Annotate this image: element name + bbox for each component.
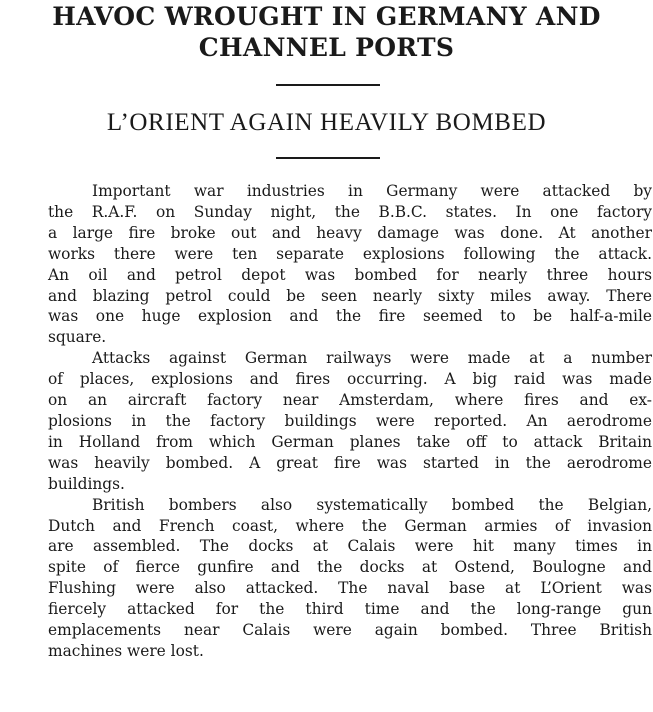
paragraph-1: [4, 181, 652, 348]
text-line: of places, explosions and fires occurring. A big raid was made: [48, 370, 652, 389]
text-line: emplacements near Calais were again bombed. Three British: [48, 621, 652, 640]
text-line: Dutch and French coast, where the German armies of invasion: [48, 516, 652, 535]
text-line: the R.A.F. on Sunday night, the B.B.C. states. In one factory: [48, 202, 652, 221]
headline-line-1: HAVOC WROUGHT IN GERMANY AND: [52, 2, 601, 31]
text-line: on an aircraft factory near Amsterdam, where fires and ex-: [48, 391, 652, 410]
subheadline: L’ORIENT AGAIN HEAVILY BOMBED: [106, 109, 547, 136]
text-line: buildings.: [48, 474, 125, 493]
text-line: and blazing petrol could be seen nearly sixty miles away. There: [48, 286, 652, 305]
text-line: spite of fierce gunfire and the docks at Ostend, Boulogne and: [48, 558, 652, 577]
text-line: An oil and petrol depot was bombed for nearly three hours: [48, 265, 652, 284]
headline-line-2: CHANNEL PORTS: [198, 33, 455, 62]
paragraph-3: [4, 495, 652, 662]
text-line: British bombers also systematically bombed the Belgian,: [92, 495, 652, 514]
text-line: plosions in the factory buildings were reported. An aerodrome: [48, 411, 652, 430]
text-line: square.: [48, 328, 107, 347]
article-body: [4, 181, 652, 662]
text-line: machines were lost.: [48, 641, 204, 660]
divider-rule-bottom: [276, 157, 380, 159]
text-line: Flushing were also attacked. The naval base at L’Orient was: [48, 579, 652, 598]
text-line: are assembled. The docks at Calais were hit many times in: [48, 537, 652, 556]
paragraph-2: [4, 348, 652, 494]
text-line: works there were ten separate explosions following the attack.: [48, 244, 652, 263]
divider-rule-top: [276, 84, 380, 86]
text-line: Attacks against German railways were made at a number: [92, 349, 652, 368]
text-line: was heavily bombed. A great fire was started in the aerodrome: [48, 453, 652, 472]
text-line: a large fire broke out and heavy damage was done. At another: [48, 223, 652, 242]
text-line: in Holland from which German planes take off to attack Britain: [48, 432, 652, 451]
text-line: Important war industries in Germany were attacked by: [92, 182, 652, 200]
text-line: was one huge explosion and the fire seemed to be half-a-mile: [48, 307, 652, 326]
text-line: fiercely attacked for the third time and the long-range gun: [48, 600, 652, 619]
